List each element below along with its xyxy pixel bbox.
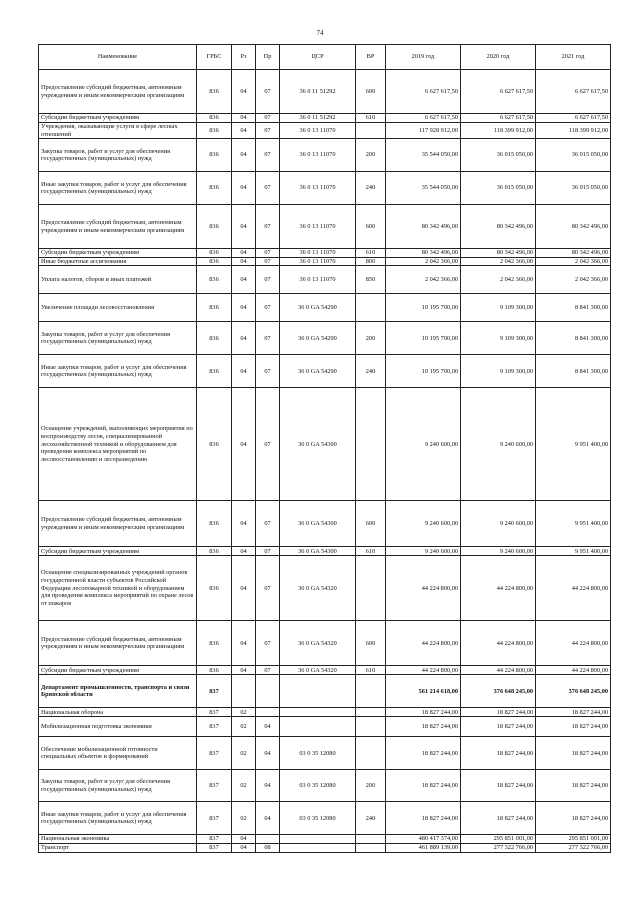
row-grbs-cell: 836 [197, 388, 232, 501]
row-csr-cell: 36 0 GA 54300 [280, 388, 356, 501]
row-pr-cell: 04 [256, 770, 280, 802]
row-csr-cell [280, 835, 356, 844]
row-vr-cell: 600 [356, 70, 386, 114]
row-name-cell: Субсидии бюджетным учреждениям [39, 666, 197, 675]
row-2021-cell: 36 015 050,00 [536, 139, 611, 172]
row-2020-cell: 9 109 300,00 [461, 294, 536, 322]
row-rz-cell: 02 [232, 770, 256, 802]
row-rz-cell: 04 [232, 257, 256, 266]
row-grbs-cell: 836 [197, 556, 232, 621]
row-2021-cell: 2 042 366,00 [536, 266, 611, 294]
header-name: Наименование [39, 45, 197, 70]
row-2019-cell: 44 224 800,00 [386, 621, 461, 666]
row-grbs-cell: 836 [197, 123, 232, 139]
row-2020-cell: 2 042 366,00 [461, 266, 536, 294]
row-csr-cell: 36 0 13 11070 [280, 139, 356, 172]
row-vr-cell: 850 [356, 266, 386, 294]
row-2021-cell: 18 827 244,00 [536, 770, 611, 802]
table-row [39, 501, 611, 547]
row-rz-cell: 04 [232, 322, 256, 355]
row-rz-cell: 04 [232, 123, 256, 139]
row-grbs-cell: 836 [197, 294, 232, 322]
table-row [39, 355, 611, 388]
row-name-cell: Предоставление субсидий бюджетным, автономным учреждениям и иным некоммерческим организациям [39, 70, 197, 114]
table-row [39, 717, 611, 737]
table-row [39, 708, 611, 717]
row-vr-cell: 600 [356, 621, 386, 666]
row-pr-cell: 07 [256, 123, 280, 139]
header-2021: 2021 год [536, 45, 611, 70]
row-csr-cell: 36 0 GA 54320 [280, 666, 356, 675]
table-row [39, 770, 611, 802]
row-vr-cell: 610 [356, 114, 386, 123]
table-row [39, 114, 611, 123]
row-2021-cell: 18 827 244,00 [536, 708, 611, 717]
row-grbs-cell: 836 [197, 70, 232, 114]
row-2019-cell: 18 827 244,00 [386, 708, 461, 717]
row-csr-cell: 36 0 GA 54300 [280, 501, 356, 547]
row-2020-cell: 277 322 766,00 [461, 843, 536, 852]
row-pr-cell: 07 [256, 501, 280, 547]
row-2019-cell: 9 240 600,00 [386, 388, 461, 501]
row-rz-cell: 04 [232, 139, 256, 172]
row-grbs-cell: 837 [197, 770, 232, 802]
row-grbs-cell: 837 [197, 708, 232, 717]
row-grbs-cell: 837 [197, 675, 232, 708]
row-2019-cell: 2 042 366,00 [386, 257, 461, 266]
row-grbs-cell: 836 [197, 172, 232, 205]
row-2020-cell: 6 627 617,50 [461, 70, 536, 114]
row-2021-cell: 36 015 050,00 [536, 172, 611, 205]
row-vr-cell [356, 556, 386, 621]
row-pr-cell: 07 [256, 257, 280, 266]
row-rz-cell: 04 [232, 547, 256, 556]
row-2021-cell: 44 224 800,00 [536, 556, 611, 621]
row-vr-cell: 240 [356, 355, 386, 388]
row-name-cell: Иные закупки товаров, работ и услуг для обеспечения государственных (муниципальных) нужд [39, 355, 197, 388]
row-2021-cell: 9 951 400,00 [536, 547, 611, 556]
row-grbs-cell: 836 [197, 666, 232, 675]
row-name-cell: Субсидии бюджетным учреждениям [39, 249, 197, 258]
row-csr-cell: 36 0 13 11070 [280, 123, 356, 139]
row-2020-cell: 36 015 050,00 [461, 139, 536, 172]
row-name-cell: Учреждения, оказывающие услуги в сфере лесных отношений [39, 123, 197, 139]
row-csr-cell: 03 0 35 12080 [280, 802, 356, 835]
header-rz: Рз [232, 45, 256, 70]
row-2019-cell: 18 827 244,00 [386, 737, 461, 770]
row-2020-cell: 18 827 244,00 [461, 770, 536, 802]
row-rz-cell: 04 [232, 388, 256, 501]
row-2021-cell: 8 841 300,00 [536, 355, 611, 388]
header-vr: ВР [356, 45, 386, 70]
row-csr-cell: 36 0 GA 54320 [280, 621, 356, 666]
row-rz-cell: 04 [232, 249, 256, 258]
row-vr-cell [356, 835, 386, 844]
row-csr-cell: 36 0 13 11070 [280, 172, 356, 205]
row-vr-cell [356, 388, 386, 501]
row-2020-cell: 18 827 244,00 [461, 708, 536, 717]
row-grbs-cell: 836 [197, 139, 232, 172]
row-pr-cell: 07 [256, 139, 280, 172]
row-pr-cell: 07 [256, 547, 280, 556]
table-row [39, 843, 611, 852]
row-rz-cell: 04 [232, 621, 256, 666]
row-2019-cell: 80 342 496,00 [386, 249, 461, 258]
row-2021-cell: 18 827 244,00 [536, 717, 611, 737]
row-2021-cell: 80 342 496,00 [536, 205, 611, 249]
row-csr-cell: 36 0 GA 54290 [280, 294, 356, 322]
row-csr-cell [280, 708, 356, 717]
row-pr-cell: 07 [256, 355, 280, 388]
row-vr-cell: 610 [356, 666, 386, 675]
row-grbs-cell: 836 [197, 621, 232, 666]
table-row [39, 675, 611, 708]
row-name-cell: Закупка товаров, работ и услуг для обеспечения государственных (муниципальных) нужд [39, 322, 197, 355]
row-2020-cell: 376 648 245,00 [461, 675, 536, 708]
row-grbs-cell: 837 [197, 802, 232, 835]
table-row [39, 802, 611, 835]
row-grbs-cell: 836 [197, 114, 232, 123]
row-rz-cell: 04 [232, 205, 256, 249]
row-2021-cell: 9 951 400,00 [536, 501, 611, 547]
table-row [39, 547, 611, 556]
row-2020-cell: 36 015 050,00 [461, 172, 536, 205]
row-pr-cell [256, 835, 280, 844]
row-2019-cell: 18 827 244,00 [386, 802, 461, 835]
row-pr-cell: 07 [256, 621, 280, 666]
row-2019-cell: 461 889 139,00 [386, 843, 461, 852]
row-grbs-cell: 836 [197, 547, 232, 556]
row-pr-cell: 07 [256, 556, 280, 621]
table-row [39, 172, 611, 205]
row-rz-cell: 02 [232, 717, 256, 737]
row-vr-cell [356, 708, 386, 717]
row-2020-cell: 2 042 366,00 [461, 257, 536, 266]
row-rz-cell: 04 [232, 70, 256, 114]
row-name-cell: Мобилизационная подготовка экономики [39, 717, 197, 737]
row-rz-cell: 04 [232, 835, 256, 844]
row-vr-cell: 240 [356, 802, 386, 835]
row-2020-cell: 6 627 617,50 [461, 114, 536, 123]
row-rz-cell: 04 [232, 114, 256, 123]
table-row [39, 123, 611, 139]
row-2020-cell: 80 342 496,00 [461, 205, 536, 249]
table-row [39, 621, 611, 666]
row-pr-cell: 04 [256, 717, 280, 737]
row-2020-cell: 80 342 496,00 [461, 249, 536, 258]
row-rz-cell: 04 [232, 355, 256, 388]
row-name-cell: Закупка товаров, работ и услуг для обеспечения государственных (муниципальных) нужд [39, 770, 197, 802]
row-name-cell: Иные бюджетные ассигнования [39, 257, 197, 266]
row-name-cell: Увеличение площади лесовосстановления [39, 294, 197, 322]
row-pr-cell: 07 [256, 114, 280, 123]
row-2020-cell: 9 240 600,00 [461, 501, 536, 547]
row-pr-cell: 04 [256, 737, 280, 770]
table-row [39, 666, 611, 675]
row-grbs-cell: 836 [197, 355, 232, 388]
row-2020-cell: 18 827 244,00 [461, 802, 536, 835]
row-2021-cell: 9 951 400,00 [536, 388, 611, 501]
row-pr-cell [256, 675, 280, 708]
table-row [39, 322, 611, 355]
row-2021-cell: 277 322 766,00 [536, 843, 611, 852]
row-rz-cell: 02 [232, 802, 256, 835]
row-2019-cell: 18 827 244,00 [386, 770, 461, 802]
table-row [39, 266, 611, 294]
row-2019-cell: 561 214 618,00 [386, 675, 461, 708]
row-pr-cell: 07 [256, 322, 280, 355]
row-csr-cell: 36 0 GA 54290 [280, 355, 356, 388]
table-row [39, 737, 611, 770]
row-2019-cell: 2 042 366,00 [386, 266, 461, 294]
row-pr-cell: 07 [256, 205, 280, 249]
row-vr-cell [356, 675, 386, 708]
row-2019-cell: 44 224 800,00 [386, 556, 461, 621]
row-grbs-cell: 836 [197, 249, 232, 258]
row-vr-cell [356, 717, 386, 737]
header-grbs: ГРБС [197, 45, 232, 70]
row-name-cell: Предоставление субсидий бюджетным, автономным учреждениям и иным некоммерческим организациям [39, 205, 197, 249]
page-number: 74 [316, 29, 324, 37]
header-pr: Пр [256, 45, 280, 70]
row-2019-cell: 44 224 800,00 [386, 666, 461, 675]
row-csr-cell: 03 0 35 12080 [280, 770, 356, 802]
row-name-cell: Оснащение специализированных учреждений органов государственной власти субъектов Российской Федерации лесопожарной техникой и оборудованием для проведения комплекса мероприятий по охране лесов от пожаров [39, 556, 197, 621]
row-name-cell: Национальная оборона [39, 708, 197, 717]
row-2021-cell: 18 827 244,00 [536, 737, 611, 770]
table-body [39, 70, 611, 853]
row-csr-cell: 36 0 13 11070 [280, 249, 356, 258]
row-name-cell: Оснащение учреждений, выполняющих мероприятия по воспроизводству лесов, специализированной лесохозяйственной техникой и оборудованием для проведения комплекса мероприятий по лесовосстановлению и лесоразведению [39, 388, 197, 501]
row-2020-cell: 118 399 912,00 [461, 123, 536, 139]
row-name-cell: Субсидии бюджетным учреждениям [39, 547, 197, 556]
row-vr-cell: 240 [356, 172, 386, 205]
row-2021-cell: 44 224 800,00 [536, 621, 611, 666]
row-2021-cell: 8 841 300,00 [536, 294, 611, 322]
row-2021-cell: 80 342 496,00 [536, 249, 611, 258]
row-2021-cell: 44 224 800,00 [536, 666, 611, 675]
row-grbs-cell: 836 [197, 205, 232, 249]
row-pr-cell: 07 [256, 172, 280, 205]
row-name-cell: Транспорт [39, 843, 197, 852]
row-grbs-cell: 836 [197, 257, 232, 266]
row-name-cell: Закупка товаров, работ и услуг для обеспечения государственных (муниципальных) нужд [39, 139, 197, 172]
row-2021-cell: 6 627 617,50 [536, 70, 611, 114]
row-2019-cell: 80 342 496,00 [386, 205, 461, 249]
row-csr-cell: 03 0 35 12080 [280, 737, 356, 770]
row-csr-cell [280, 843, 356, 852]
table-row [39, 205, 611, 249]
row-2019-cell: 10 195 700,00 [386, 355, 461, 388]
row-2021-cell: 295 851 001,00 [536, 835, 611, 844]
row-grbs-cell: 836 [197, 266, 232, 294]
row-pr-cell: 08 [256, 843, 280, 852]
row-pr-cell: 07 [256, 266, 280, 294]
row-vr-cell: 600 [356, 501, 386, 547]
row-2021-cell: 118 399 912,00 [536, 123, 611, 139]
row-vr-cell: 600 [356, 205, 386, 249]
row-2019-cell: 18 827 244,00 [386, 717, 461, 737]
row-grbs-cell: 837 [197, 835, 232, 844]
row-2021-cell: 376 648 245,00 [536, 675, 611, 708]
row-name-cell: Иные закупки товаров, работ и услуг для обеспечения государственных (муниципальных) нужд [39, 802, 197, 835]
row-name-cell: Иные закупки товаров, работ и услуг для обеспечения государственных (муниципальных) нужд [39, 172, 197, 205]
row-name-cell: Национальная экономика [39, 835, 197, 844]
row-2020-cell: 44 224 800,00 [461, 666, 536, 675]
row-vr-cell [356, 294, 386, 322]
row-csr-cell: 36 0 GA 54300 [280, 547, 356, 556]
budget-table [38, 44, 611, 853]
row-2021-cell: 8 841 300,00 [536, 322, 611, 355]
row-2019-cell: 35 544 050,00 [386, 139, 461, 172]
header-2020: 2020 год [461, 45, 536, 70]
row-grbs-cell: 836 [197, 501, 232, 547]
row-2020-cell: 18 827 244,00 [461, 737, 536, 770]
row-csr-cell [280, 675, 356, 708]
row-2020-cell: 9 109 300,00 [461, 322, 536, 355]
row-csr-cell: 36 0 11 51292 [280, 114, 356, 123]
table-row [39, 388, 611, 501]
row-name-cell: Уплата налогов, сборов и иных платежей [39, 266, 197, 294]
row-2020-cell: 9 240 600,00 [461, 388, 536, 501]
row-pr-cell [256, 708, 280, 717]
row-rz-cell: 04 [232, 266, 256, 294]
row-2020-cell: 9 240 600,00 [461, 547, 536, 556]
row-csr-cell: 36 0 11 51292 [280, 70, 356, 114]
row-csr-cell: 36 0 GA 54320 [280, 556, 356, 621]
table-row [39, 556, 611, 621]
table-row [39, 249, 611, 258]
row-2019-cell: 6 627 617,50 [386, 70, 461, 114]
row-name-cell: Предоставление субсидий бюджетным, автономным учреждениям и иным некоммерческим организациям [39, 501, 197, 547]
row-grbs-cell: 837 [197, 737, 232, 770]
row-vr-cell: 200 [356, 770, 386, 802]
row-rz-cell: 04 [232, 294, 256, 322]
row-2019-cell: 117 928 912,00 [386, 123, 461, 139]
row-vr-cell: 200 [356, 322, 386, 355]
row-2019-cell: 6 627 617,50 [386, 114, 461, 123]
row-pr-cell: 04 [256, 802, 280, 835]
table-row [39, 257, 611, 266]
row-name-cell: Обеспечение мобилизационной готовности специальных объектов и формирований [39, 737, 197, 770]
table-row [39, 139, 611, 172]
row-vr-cell [356, 123, 386, 139]
row-2019-cell: 10 195 700,00 [386, 322, 461, 355]
row-rz-cell: 04 [232, 843, 256, 852]
row-grbs-cell: 837 [197, 843, 232, 852]
row-2019-cell: 9 240 600,00 [386, 501, 461, 547]
row-vr-cell: 200 [356, 139, 386, 172]
row-pr-cell: 07 [256, 70, 280, 114]
row-2020-cell: 44 224 800,00 [461, 621, 536, 666]
row-rz-cell: 04 [232, 172, 256, 205]
row-csr-cell: 36 0 13 11070 [280, 257, 356, 266]
row-2019-cell: 480 417 374,00 [386, 835, 461, 844]
row-2021-cell: 6 627 617,50 [536, 114, 611, 123]
row-2021-cell: 2 042 366,00 [536, 257, 611, 266]
row-rz-cell: 02 [232, 708, 256, 717]
row-2021-cell: 18 827 244,00 [536, 802, 611, 835]
row-pr-cell: 07 [256, 666, 280, 675]
row-2020-cell: 9 109 300,00 [461, 355, 536, 388]
row-vr-cell: 610 [356, 547, 386, 556]
row-rz-cell: 04 [232, 556, 256, 621]
row-vr-cell: 610 [356, 249, 386, 258]
row-rz-cell [232, 675, 256, 708]
row-pr-cell: 07 [256, 249, 280, 258]
row-2019-cell: 9 240 600,00 [386, 547, 461, 556]
row-csr-cell: 36 0 GA 54290 [280, 322, 356, 355]
row-name-cell: Департамент промышленности, транспорта и связи Брянской области [39, 675, 197, 708]
row-rz-cell: 04 [232, 666, 256, 675]
row-vr-cell [356, 843, 386, 852]
row-pr-cell: 07 [256, 294, 280, 322]
row-2020-cell: 44 224 800,00 [461, 556, 536, 621]
table-header-row [39, 45, 611, 70]
row-csr-cell: 36 0 13 11070 [280, 266, 356, 294]
table-row [39, 835, 611, 844]
row-rz-cell: 04 [232, 501, 256, 547]
row-vr-cell [356, 737, 386, 770]
row-csr-cell [280, 717, 356, 737]
row-name-cell: Субсидии бюджетным учреждениям [39, 114, 197, 123]
row-2019-cell: 10 195 700,00 [386, 294, 461, 322]
row-rz-cell: 02 [232, 737, 256, 770]
header-csr: ЦСР [280, 45, 356, 70]
row-pr-cell: 07 [256, 388, 280, 501]
table-row [39, 294, 611, 322]
row-grbs-cell: 836 [197, 322, 232, 355]
row-grbs-cell: 837 [197, 717, 232, 737]
row-2020-cell: 295 851 001,00 [461, 835, 536, 844]
row-2019-cell: 35 544 050,00 [386, 172, 461, 205]
table-row [39, 70, 611, 114]
row-2020-cell: 18 827 244,00 [461, 717, 536, 737]
row-name-cell: Предоставление субсидий бюджетным, автономным учреждениям и иным некоммерческим организациям [39, 621, 197, 666]
row-csr-cell: 36 0 13 11070 [280, 205, 356, 249]
header-2019: 2019 год [386, 45, 461, 70]
row-vr-cell: 800 [356, 257, 386, 266]
